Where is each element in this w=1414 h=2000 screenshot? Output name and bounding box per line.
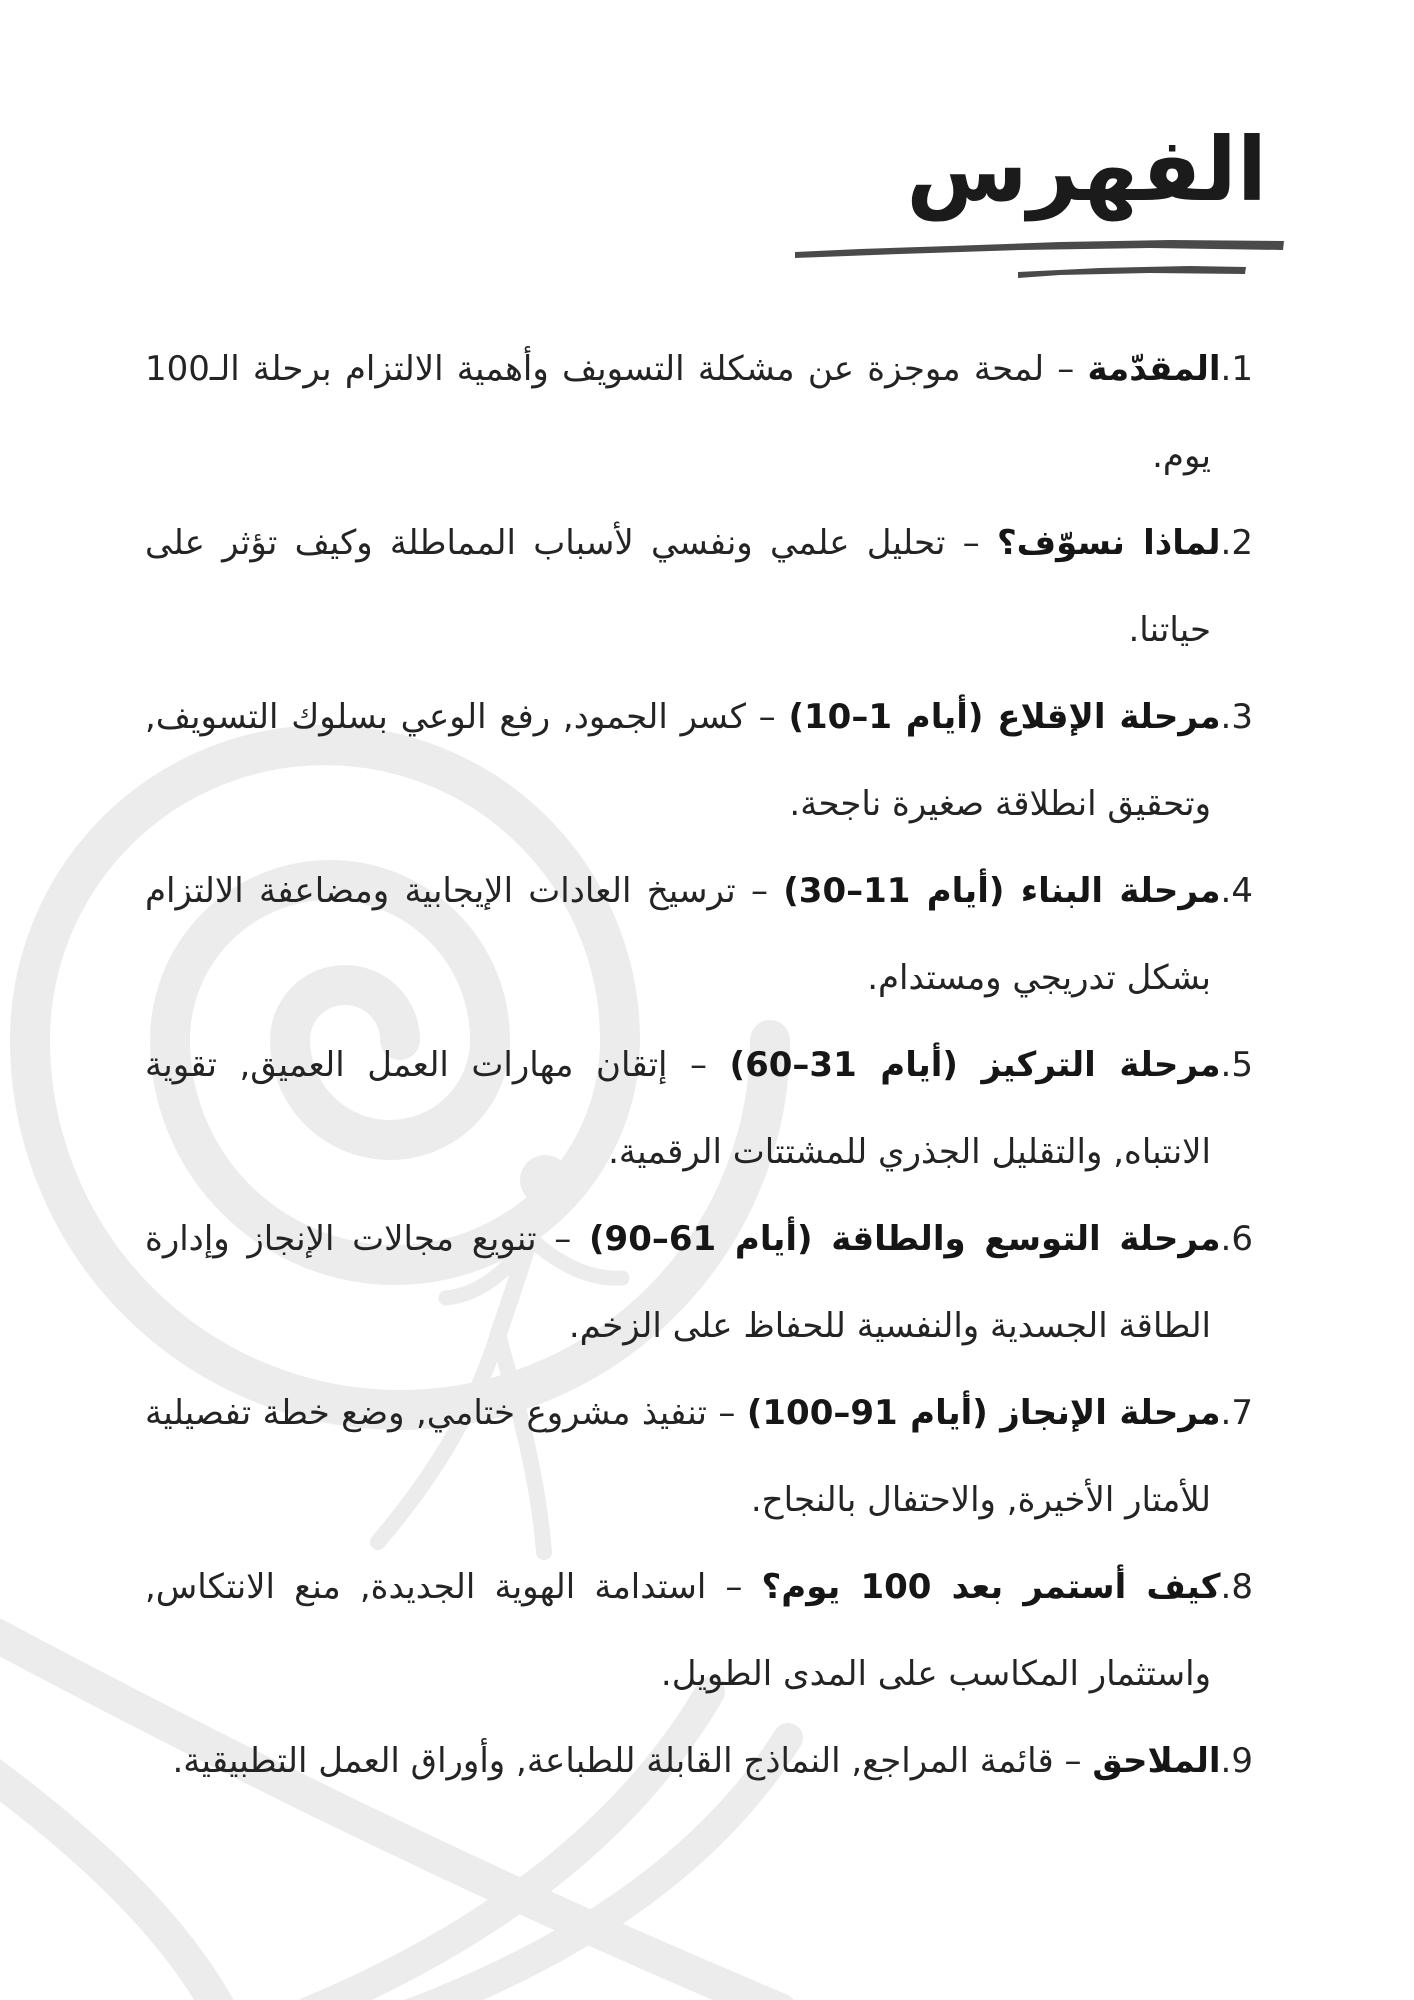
toc-list [145,326,1253,1805]
toc-item-number: 2. [1220,523,1253,563]
title-underline-stroke-bottom [1018,266,1246,278]
toc-item [145,1718,1253,1805]
toc-item-description: كسر الجمود, رفع الوعي بسلوك التسويف, وتحقيق انطلاقة صغيرة ناجحة. [145,697,1211,824]
toc-item-separator: – [667,1045,730,1085]
toc-item-description: تحليل علمي ونفسي لأسباب المماطلة وكيف تؤثر على حياتنا. [145,523,1211,650]
toc-item [145,500,1253,674]
toc-item-title: المقدّمة [1087,349,1221,389]
page-title: الفهرس [906,118,1267,221]
toc-item-title: مرحلة البناء (أيام 11–30) [783,871,1221,911]
toc-item-title: مرحلة الإنجاز (أيام 91–100) [746,1393,1221,1433]
toc-item-separator: – [1044,349,1088,389]
toc-item [145,1544,1253,1718]
toc-item-number: 1. [1220,349,1253,389]
toc-item-description: تنفيذ مشروع ختامي, وضع خطة تفصيلية للأمتار الأخيرة, والاحتفال بالنجاح. [145,1393,1211,1520]
toc-item-title: كيف أستمر بعد 100 يوم؟ [761,1567,1221,1607]
toc-item-separator: – [536,1219,589,1259]
toc-item-description: لمحة موجزة عن مشكلة التسويف وأهمية الالتزام برحلة الـ100 يوم. [145,349,1211,476]
toc-item-number: 6. [1220,1219,1253,1259]
toc-item [145,1196,1253,1370]
toc-item-description: استدامة الهوية الجديدة, منع الانتكاس, واستثمار المكاسب على المدى الطويل. [145,1567,1211,1694]
toc-item-separator: – [706,1393,747,1433]
toc-item-number: 5. [1220,1045,1253,1085]
toc-item-number: 4. [1220,871,1253,911]
toc-item-separator: – [735,871,784,911]
toc-item-description: ترسيخ العادات الإيجابية ومضاعفة الالتزام بشكل تدريجي ومستدام. [145,871,1211,998]
toc-item-title: مرحلة الإقلاع (أيام 1–10) [788,697,1221,737]
toc-item-separator: – [945,523,997,563]
toc-item-title: مرحلة التوسع والطاقة (أيام 61–90) [588,1219,1221,1259]
toc-item-number: 3. [1220,697,1253,737]
toc-item-number: 9. [1220,1741,1253,1781]
toc-item-title: الملاحق [1092,1741,1221,1781]
toc-item [145,326,1253,500]
toc-item-separator: – [1053,1741,1093,1781]
toc-item-description: قائمة المراجع, النماذج القابلة للطباعة, وأوراق العمل التطبيقية. [172,1741,1054,1781]
toc-item-number: 8. [1220,1567,1253,1607]
toc-item-title: لماذا نسوّف؟ [996,523,1221,563]
toc-item [145,1370,1253,1544]
toc-item [145,1022,1253,1196]
toc-item-description: إتقان مهارات العمل العميق, تقوية الانتباه, والتقليل الجذري للمشتتات الرقمية. [145,1045,1211,1172]
title-underline-stroke-top [795,240,1284,258]
toc-item-title: مرحلة التركيز (أيام 31–60) [729,1045,1221,1085]
toc-item [145,848,1253,1022]
toc-item-separator: – [745,697,789,737]
toc-item-description: تنويع مجالات الإنجاز وإدارة الطاقة الجسدية والنفسية للحفاظ على الزخم. [145,1219,1211,1346]
toc-item-number: 7. [1220,1393,1253,1433]
toc-item [145,674,1253,848]
toc-item-separator: – [706,1567,762,1607]
